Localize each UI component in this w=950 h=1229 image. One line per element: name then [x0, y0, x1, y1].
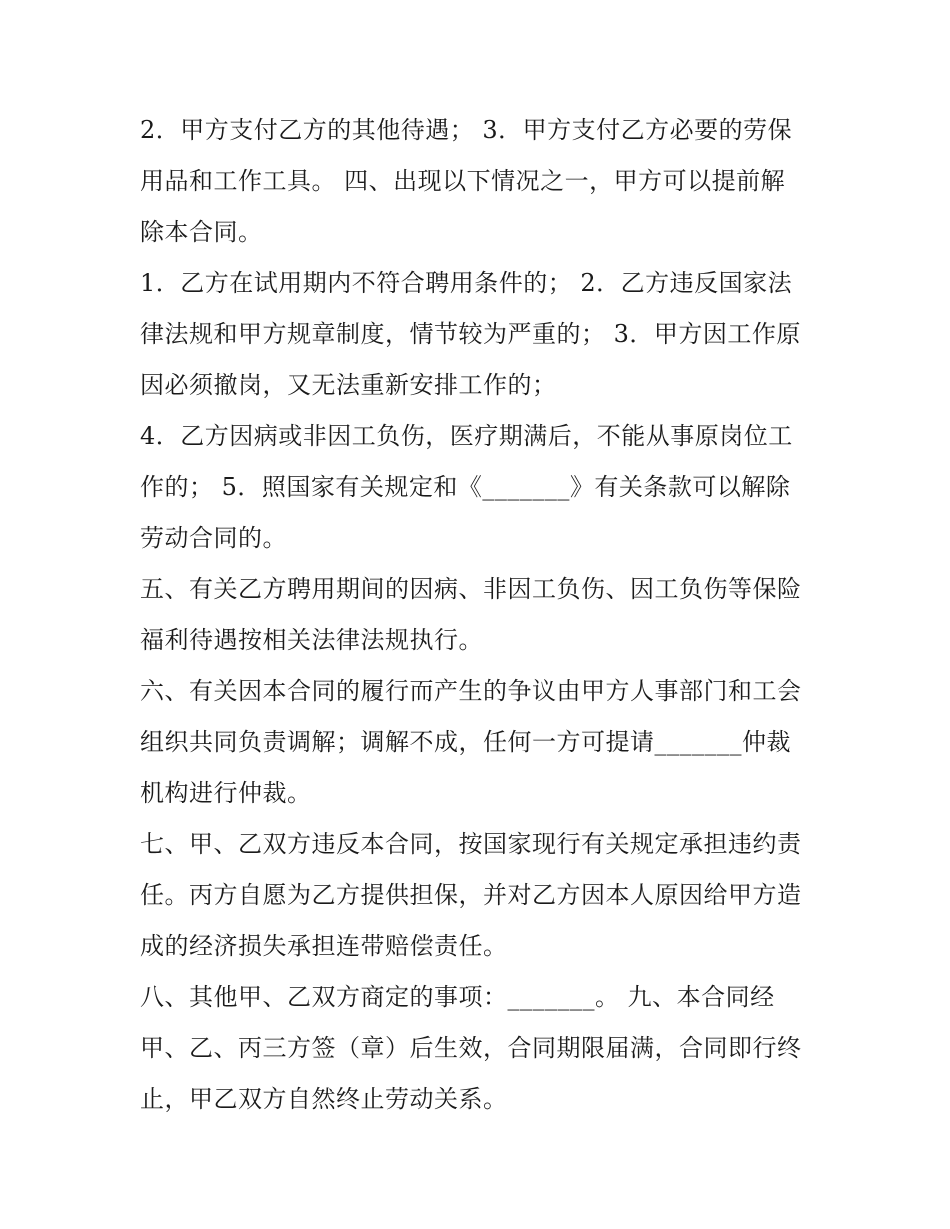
text-line: 八、其他甲、乙双方商定的事项：_______。 九、本合同经 [140, 983, 775, 1011]
text-line: 4．乙方因病或非因工负伤，医疗期满后，不能从事原岗位工 [140, 422, 793, 450]
text-line: 七、甲、乙双方违反本合同，按国家现行有关规定承担违约责 [140, 830, 802, 858]
text-line: 用品和工作工具。 四、出现以下情况之一，甲方可以提前解 [140, 167, 786, 195]
text-line: 2．甲方支付乙方的其他待遇； 3．甲方支付乙方必要的劳保 [140, 116, 793, 144]
text-line: 因必须撤岗，又无法重新安排工作的； [140, 371, 557, 399]
text-line: 1．乙方在试用期内不符合聘用条件的； 2．乙方违反国家法 [140, 269, 793, 297]
text-line: 除本合同。 [140, 218, 263, 246]
text-line: 组织共同负责调解；调解不成，任何一方可提请_______仲裁 [140, 728, 791, 756]
text-line: 甲、乙、丙三方签（章）后生效，合同期限届满，合同即行终 [140, 1034, 802, 1062]
document-body [140, 105, 820, 1125]
text-line: 律法规和甲方规章制度，情节较为严重的； 3．甲方因工作原 [140, 320, 801, 348]
text-line: 机构进行仲裁。 [140, 779, 312, 807]
text-line: 六、有关因本合同的履行而产生的争议由甲方人事部门和工会 [140, 677, 802, 705]
text-line: 劳动合同的。 [140, 524, 287, 552]
text-line: 福利待遇按相关法律法规执行。 [140, 626, 483, 654]
text-line: 任。丙方自愿为乙方提供担保，并对乙方因本人原因给甲方造 [140, 881, 802, 909]
text-line: 成的经济损失承担连带赔偿责任。 [140, 932, 508, 960]
text-line: 作的； 5．照国家有关规定和《_______》有关条款可以解除 [140, 473, 791, 501]
text-line: 止，甲乙双方自然终止劳动关系。 [140, 1085, 508, 1113]
text-line: 五、有关乙方聘用期间的因病、非因工负伤、因工负伤等保险 [140, 575, 802, 603]
